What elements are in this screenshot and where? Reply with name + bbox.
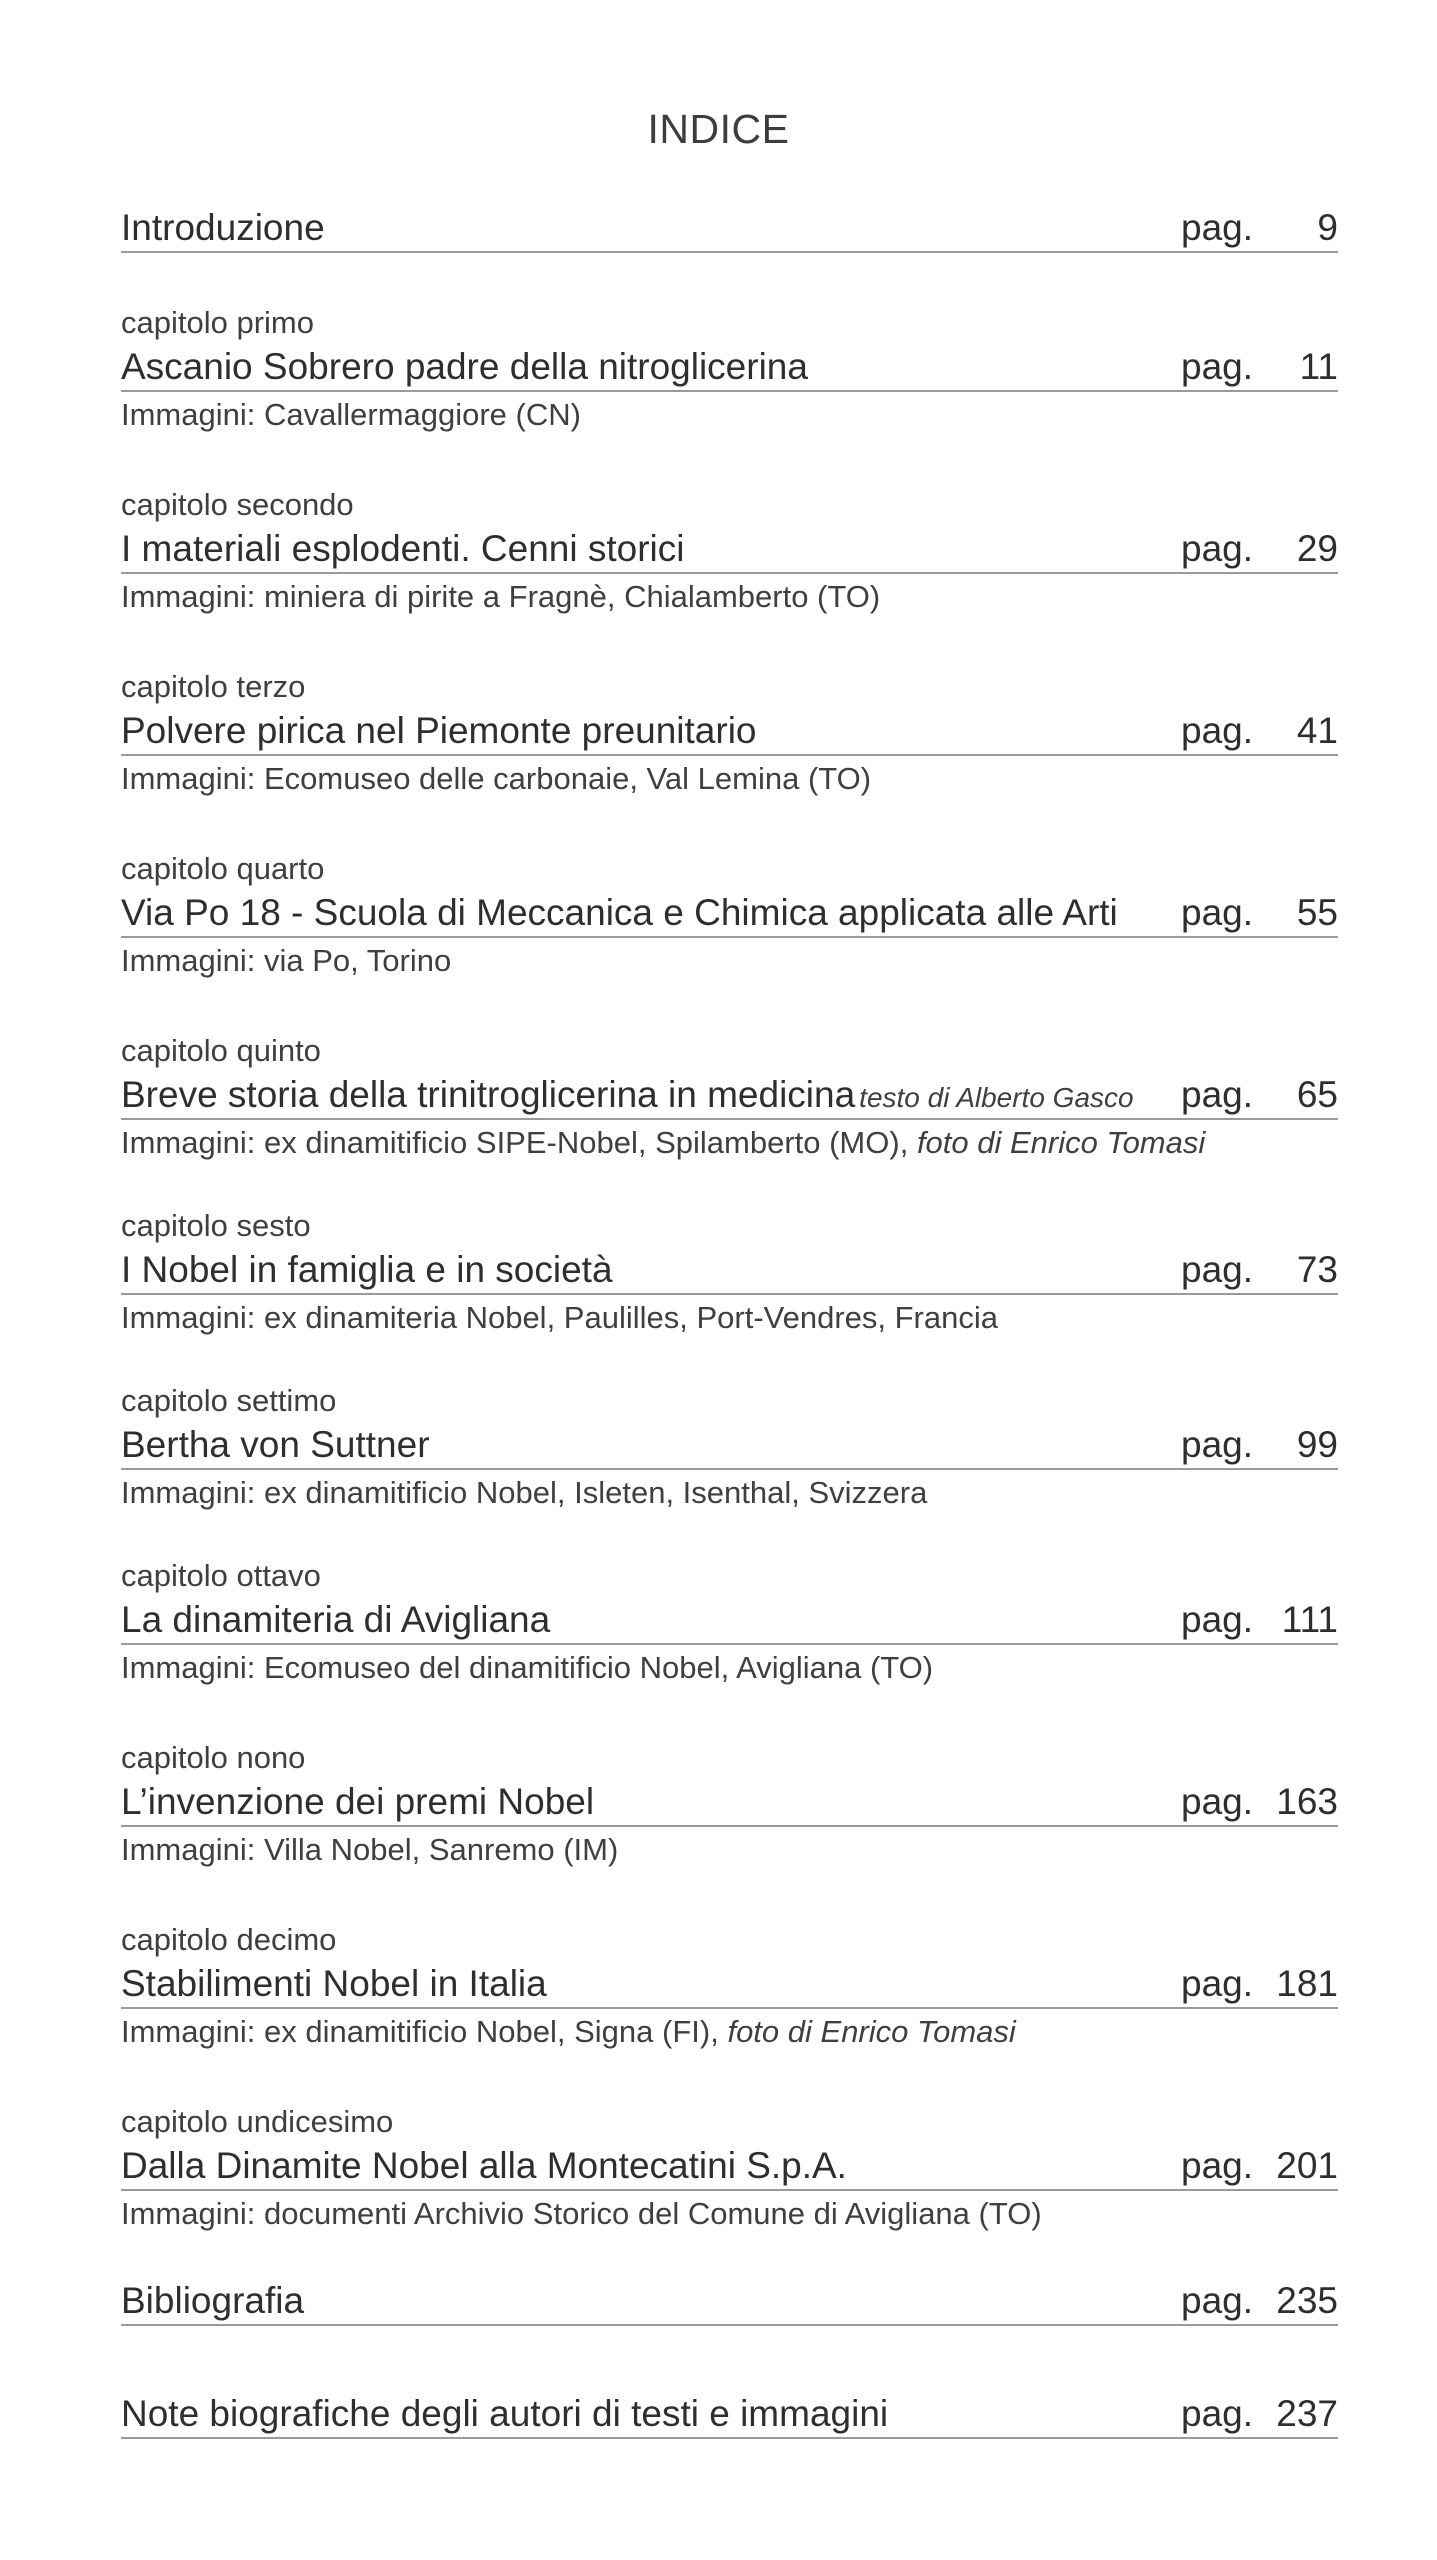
page-number: 99: [1296, 1424, 1338, 1465]
images-caption: [121, 756, 1338, 802]
toc-entry-chapter-10[interactable]: [121, 1919, 1338, 2055]
chapter-label: capitolo decimo: [121, 1922, 337, 1957]
entry-title: L’invenzione dei premi Nobel: [121, 1781, 595, 1822]
pag-label: pag.: [1181, 1781, 1254, 1822]
entry-title-main: Breve storia della trinitroglicerina in medicina: [121, 1074, 856, 1115]
chapter-label: capitolo quarto: [121, 851, 325, 886]
photo-credit: foto di Enrico Tomasi: [727, 2014, 1016, 2049]
entry-title: I Nobel in famiglia e in società: [121, 1249, 613, 1290]
entry-title-row: [121, 526, 1338, 574]
images-caption: [121, 574, 1338, 620]
toc-entry-bibliografia[interactable]: [121, 2278, 1338, 2326]
entry-title: Introduzione: [121, 207, 325, 248]
entry-title-row: [121, 2391, 1338, 2439]
photo-credit: foto di Enrico Tomasi: [916, 1125, 1206, 1160]
pag-label: pag.: [1181, 346, 1254, 387]
pag-label: pag.: [1181, 1249, 1254, 1290]
images-text: Immagini: miniera di pirite a Fragnè, Chialamberto (TO): [121, 579, 881, 614]
pag-label: pag.: [1181, 892, 1254, 933]
toc-entry-introduzione[interactable]: [121, 205, 1338, 253]
pag-label: pag.: [1181, 1963, 1254, 2004]
entry-title-row: [121, 1961, 1338, 2009]
toc-entry-chapter-11[interactable]: [121, 2101, 1338, 2237]
toc-entry-chapter-6[interactable]: [121, 1205, 1338, 1341]
pag-label: pag.: [1181, 2280, 1254, 2321]
pag-label: pag.: [1181, 207, 1254, 248]
chapter-label: capitolo primo: [121, 305, 314, 340]
pag-label: pag.: [1181, 2145, 1254, 2186]
page-number: 9: [1317, 207, 1338, 248]
images-text: Immagini: Cavallermaggiore (CN): [121, 397, 581, 432]
images-text: Immagini: via Po, Torino: [121, 943, 452, 978]
toc-entry-chapter-4[interactable]: [121, 848, 1338, 984]
page-number: 201: [1276, 2145, 1338, 2186]
images-caption: [121, 2009, 1338, 2055]
entry-title: Via Po 18 - Scuola di Meccanica e Chimica applicata alle Arti: [121, 892, 1118, 933]
images-text: Immagini: ex dinamitificio SIPE-Nobel, Spilamberto (MO),: [121, 1125, 909, 1160]
images-caption: [121, 1295, 1338, 1341]
chapter-label: capitolo ottavo: [121, 1558, 321, 1593]
toc-entry-chapter-9[interactable]: [121, 1737, 1338, 1873]
entry-title-row: [121, 2143, 1338, 2191]
entry-title-row: [121, 1247, 1338, 1295]
images-text: Immagini: documenti Archivio Storico del Comune di Avigliana (TO): [121, 2196, 1042, 2231]
entry-title: Polvere pirica nel Piemonte preunitario: [121, 710, 757, 751]
entry-title: Dalla Dinamite Nobel alla Montecatini S.p.A.: [121, 2145, 847, 2186]
entry-title: Bertha von Suttner: [121, 1424, 430, 1465]
page-title: INDICE: [647, 106, 790, 152]
page-number: 111: [1281, 1599, 1338, 1640]
entry-title-row: [121, 1072, 1338, 1120]
images-text: Immagini: ex dinamiteria Nobel, Paulilles, Port-Vendres, Francia: [121, 1300, 998, 1335]
chapter-label: capitolo settimo: [121, 1383, 337, 1418]
chapter-label: capitolo undicesimo: [121, 2104, 394, 2139]
entry-title-row: [121, 2278, 1338, 2326]
pag-label: pag.: [1181, 2393, 1254, 2434]
page-number: 55: [1296, 892, 1338, 933]
entry-title-row: [121, 1779, 1338, 1827]
toc-entry-chapter-8[interactable]: [121, 1555, 1338, 1691]
page-number: 11: [1299, 346, 1338, 387]
images-text: Immagini: ex dinamitificio Nobel, Signa (FI),: [121, 2014, 719, 2049]
page-number: 65: [1296, 1074, 1338, 1115]
toc-entry-chapter-3[interactable]: [121, 666, 1338, 802]
chapter-label: capitolo quinto: [121, 1033, 321, 1068]
toc-entry-note-biografiche[interactable]: [121, 2391, 1338, 2439]
page-number: 41: [1296, 710, 1338, 751]
entry-title: I materiali esplodenti. Cenni storici: [121, 528, 685, 569]
images-text: Immagini: Ecomuseo delle carbonaie, Val Lemina (TO): [121, 761, 872, 796]
toc-entry-chapter-5[interactable]: [121, 1030, 1338, 1166]
entry-title: Note biografiche degli autori di testi e immagini: [121, 2393, 889, 2434]
entry-title-row: [121, 1597, 1338, 1645]
pag-label: pag.: [1181, 1424, 1254, 1465]
chapter-label: capitolo nono: [121, 1740, 306, 1775]
images-text: Immagini: Villa Nobel, Sanremo (IM): [121, 1832, 619, 1867]
page-number: 163: [1276, 1781, 1338, 1822]
images-caption: [121, 2191, 1338, 2237]
entry-author-note: testo di Alberto Gasco: [859, 1082, 1134, 1113]
images-caption: [121, 392, 1338, 438]
chapter-label: capitolo terzo: [121, 669, 306, 704]
entry-title-row: [121, 708, 1338, 756]
images-text: Immagini: Ecomuseo del dinamitificio Nobel, Avigliana (TO): [121, 1650, 934, 1685]
images-caption: [121, 1645, 1338, 1691]
pag-label: pag.: [1181, 1074, 1254, 1115]
chapter-label: capitolo sesto: [121, 1208, 311, 1243]
toc-entry-chapter-1[interactable]: [121, 302, 1338, 438]
toc-entry-chapter-2[interactable]: [121, 484, 1338, 620]
page-number: 181: [1276, 1963, 1338, 2004]
pag-label: pag.: [1181, 710, 1254, 751]
images-caption: [121, 1827, 1338, 1873]
page-number: 235: [1276, 2280, 1338, 2321]
entry-title-row: [121, 344, 1338, 392]
toc-entry-chapter-7[interactable]: [121, 1380, 1338, 1516]
images-caption: [121, 1470, 1338, 1516]
entry-title-row: [121, 1422, 1338, 1470]
entry-title: [121, 1072, 1134, 1121]
page-number: 29: [1296, 528, 1338, 569]
entry-title: Bibliografia: [121, 2280, 305, 2321]
entry-title: La dinamiteria di Avigliana: [121, 1599, 551, 1640]
images-text: Immagini: ex dinamitificio Nobel, Isleten, Isenthal, Svizzera: [121, 1475, 928, 1510]
page-number: 73: [1296, 1249, 1338, 1290]
chapter-label: capitolo secondo: [121, 487, 354, 522]
entry-title: Stabilimenti Nobel in Italia: [121, 1963, 547, 2004]
entry-title: Ascanio Sobrero padre della nitroglicerina: [121, 346, 808, 387]
page-number: 237: [1276, 2393, 1338, 2434]
pag-label: pag.: [1181, 528, 1254, 569]
pag-label: pag.: [1181, 1599, 1254, 1640]
entry-title-row: [121, 205, 1338, 253]
images-caption: [121, 938, 1338, 984]
images-caption: [121, 1120, 1338, 1166]
entry-title-row: [121, 890, 1338, 938]
